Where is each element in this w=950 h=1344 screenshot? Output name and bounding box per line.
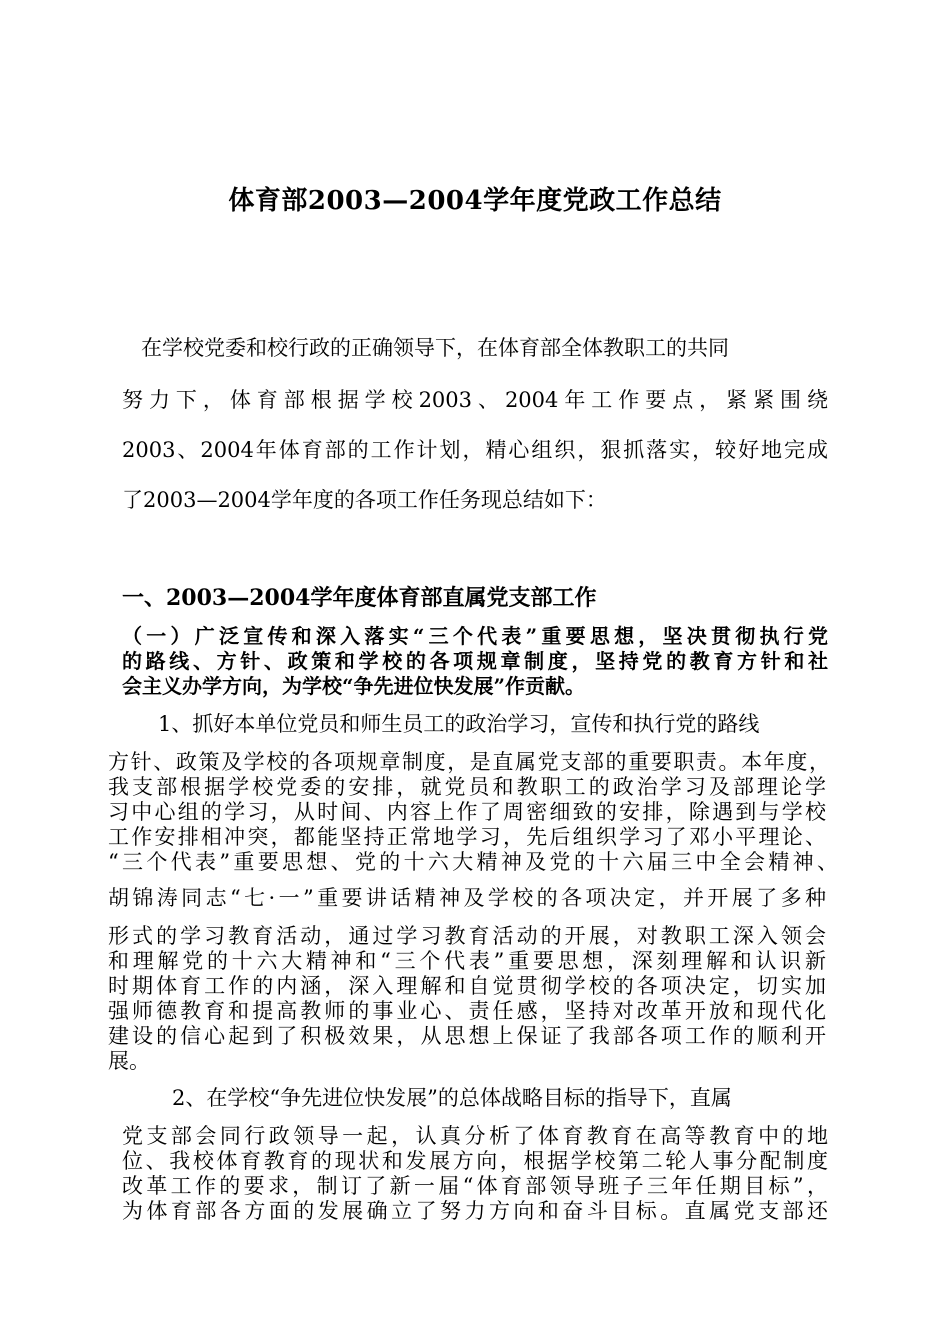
item1-line-1: 1、抓好本单位党员和师生员工的政治学习，宣传和执行党的路线 — [158, 712, 760, 736]
item2-line-4: 改革工作的要求，制订了新一届“体育部领导班子三年任期目标”， — [122, 1174, 828, 1198]
item1-line-9: 和理解党的十六大精神和“三个代表”重要思想，深刻理解和认识新 — [108, 949, 826, 973]
item1-line-6: “三个代表”重要思想、党的十六大精神及党的十六届三中全会精神、 — [108, 850, 838, 874]
item2-line-2: 党支部会同行政领导一起，认真分析了体育教育在高等教育中的地 — [122, 1124, 828, 1148]
item1-line-13: 展。 — [108, 1049, 150, 1073]
item1-line-12: 建设的信心起到了积极效果，从思想上保证了我部各项工作的顺利开 — [108, 1024, 826, 1048]
subsection-heading-line-2: 的路线、方针、政策和学校的各项规章制度，坚持党的教育方针和社 — [122, 649, 828, 673]
section-heading: 一、2003—2004学年度体育部直属党支部工作 — [122, 585, 597, 611]
item1-line-2: 方针、政策及学校的各项规章制度，是直属党支部的重要职责。本年度， — [108, 750, 830, 774]
item2-line-3: 位、我校体育教育的现状和发展方向，根据学校第二轮人事分配制度 — [122, 1149, 828, 1173]
intro-line-4: 了2003—2004学年度的各项工作任务现总结如下： — [122, 488, 607, 512]
item1-line-11: 强师德教育和提高教师的事业心、责任感，坚持对改革开放和现代化 — [108, 999, 826, 1023]
item1-line-3: 我支部根据学校党委的安排，就党员和教职工的政治学习及部理论学 — [108, 775, 826, 799]
item1-line-8: 形式的学习教育活动，通过学习教育活动的开展，对教职工深入领会 — [108, 924, 826, 948]
item1-line-5: 工作安排相冲突，都能坚持正常地学习，先后组织学习了邓小平理论、 — [108, 825, 826, 849]
subsection-heading-line-3: 会主义办学方向，为学校“争先进位快发展”作贡献。 — [122, 674, 586, 698]
item1-line-10: 时期体育工作的内涵，深入理解和自觉贯彻学校的各项决定，切实加 — [108, 974, 826, 998]
item1-line-4: 习中心组的学习，从时间、内容上作了周密细致的安排，除遇到与学校 — [108, 800, 826, 824]
item1-line-7: 胡锦涛同志“七·一”重要讲话精神及学校的各项决定，并开展了多种 — [108, 886, 826, 910]
intro-line-1: 在学校党委和校行政的正确领导下，在体育部全体教职工的共同 — [120, 336, 729, 360]
item2-line-1: 2、在学校“争先进位快发展”的总体战略目标的指导下，直属 — [172, 1086, 732, 1110]
document-title: 体育部2003—2004学年度党政工作总结 — [228, 186, 722, 216]
intro-line-2: 努力下，体育部根据学校2003、2004年工作要点，紧紧围绕 — [122, 388, 828, 412]
intro-line-3: 2003、2004年体育部的工作计划，精心组织，狠抓落实，较好地完成 — [122, 438, 828, 462]
subsection-heading-line-1: （一）广泛宣传和深入落实“三个代表”重要思想，坚决贯彻执行党 — [122, 624, 828, 648]
item2-line-5: 为体育部各方面的发展确立了努力方向和奋斗目标。直属党支部还 — [122, 1199, 828, 1223]
